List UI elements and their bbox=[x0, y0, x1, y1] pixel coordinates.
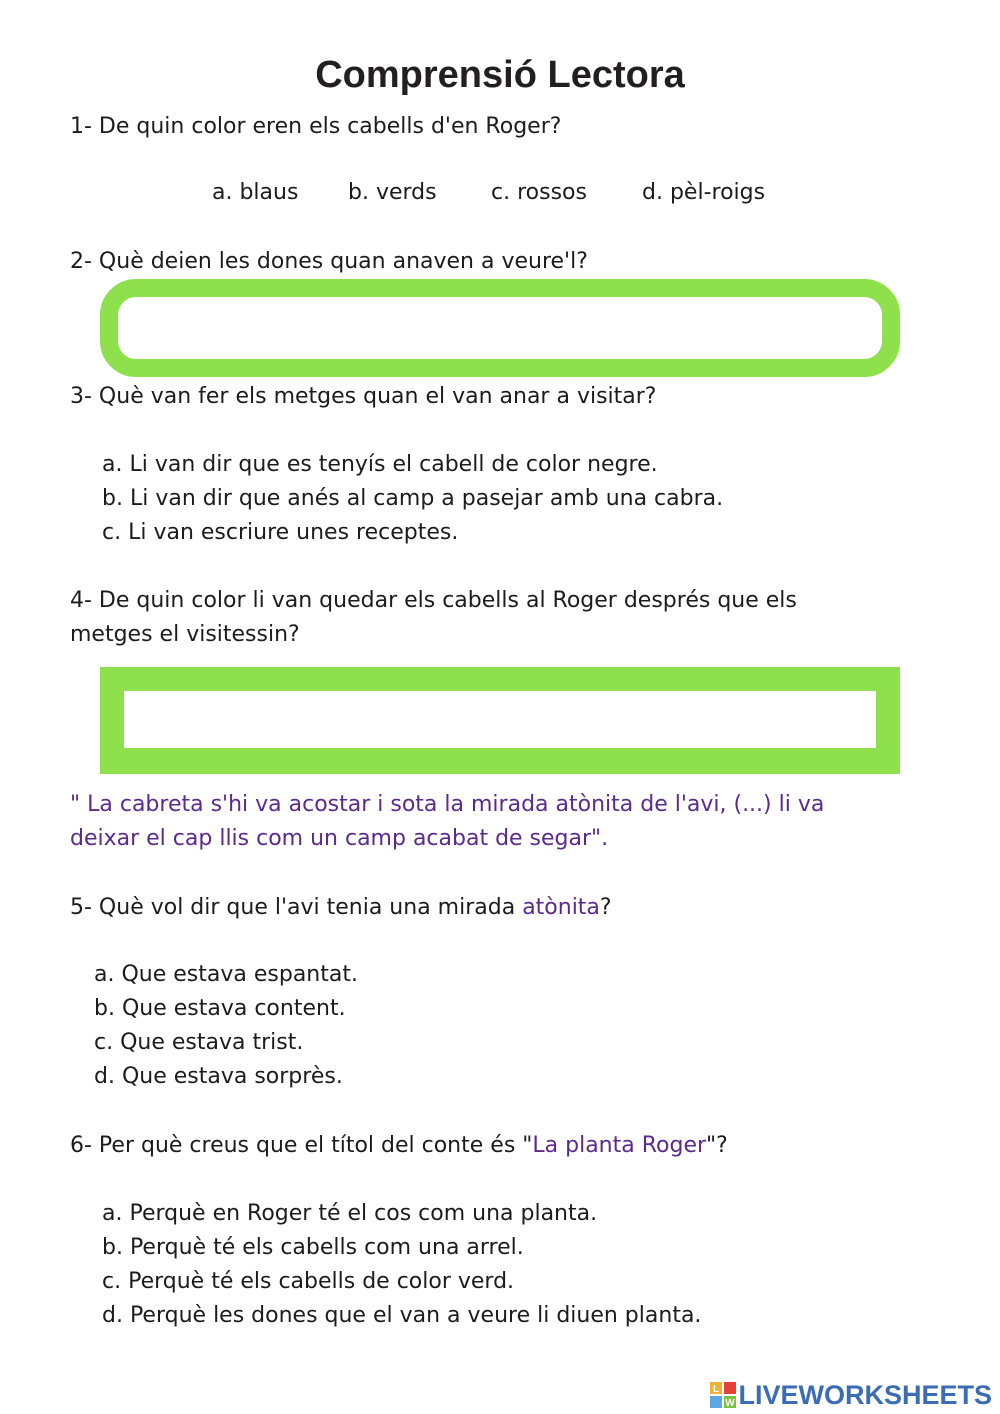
q1-option-d[interactable]: d. pèl-roigs bbox=[642, 180, 766, 205]
question-6-end: "? bbox=[706, 1133, 728, 1158]
question-6-highlight: La planta Roger bbox=[532, 1133, 707, 1158]
question-4-line-1: 4- De quin color li van quedar els cabells al Roger després que els bbox=[70, 588, 797, 613]
page-title: Comprensió Lectora bbox=[315, 54, 685, 96]
question-5 bbox=[70, 891, 612, 925]
q5-option-b[interactable]: b. Que estava content. bbox=[94, 996, 346, 1021]
quote-line-1: " La cabreta s'hi va acostar i sota la mirada atònita de l'avi, (...) li va bbox=[70, 792, 825, 817]
q3-option-c[interactable]: c. Li van escriure unes receptes. bbox=[102, 520, 459, 545]
q2-answer-box bbox=[100, 279, 900, 377]
q1-option-b[interactable]: b. verds bbox=[348, 180, 437, 205]
q5-option-a[interactable]: a. Que estava espantat. bbox=[94, 962, 358, 987]
q3-option-b[interactable]: b. Li van dir que anés al camp a pasejar amb una cabra. bbox=[102, 486, 724, 511]
question-3: 3- Què van fer els metges quan el van anar a visitar? bbox=[70, 384, 657, 409]
question-1: 1- De quin color eren els cabells d'en Roger? bbox=[70, 114, 562, 139]
logo-mark-letter-1: L bbox=[713, 1384, 720, 1395]
q4-answer-box bbox=[100, 667, 900, 774]
q2-answer-input[interactable] bbox=[118, 297, 882, 359]
q5-option-c[interactable]: c. Que estava trist. bbox=[94, 1030, 304, 1055]
logo-mark-letter-2: W bbox=[725, 1398, 736, 1408]
q6-option-b[interactable]: b. Perquè té els cabells com una arrel. bbox=[102, 1235, 524, 1260]
liveworksheets-logo bbox=[710, 1378, 992, 1412]
q1-option-a[interactable]: a. blaus bbox=[212, 180, 299, 205]
q6-option-c[interactable]: c. Perquè té els cabells de color verd. bbox=[102, 1269, 515, 1294]
quote-line-2: deixar el cap llis com un camp acabat de segar". bbox=[70, 826, 609, 851]
q1-option-c[interactable]: c. rossos bbox=[491, 180, 587, 205]
q6-option-a[interactable]: a. Perquè en Roger té el cos com una planta. bbox=[102, 1201, 598, 1226]
question-4-line-2: metges el visitessin? bbox=[70, 622, 300, 647]
question-5-end: ? bbox=[599, 895, 612, 920]
q6-option-d[interactable]: d. Perquè les dones que el van a veure li diuen planta. bbox=[102, 1303, 702, 1328]
question-6-text: 6- Per què creus que el títol del conte és " bbox=[70, 1133, 533, 1158]
question-6 bbox=[70, 1129, 728, 1163]
q3-option-a[interactable]: a. Li van dir que es tenyís el cabell de color negre. bbox=[102, 452, 658, 477]
liveworksheets-logo-text: LIVEWORKSHEETS bbox=[738, 1379, 992, 1410]
question-2: 2- Què deien les dones quan anaven a veure'l? bbox=[70, 249, 588, 274]
liveworksheets-logo-icon bbox=[710, 1382, 736, 1408]
q5-option-d[interactable]: d. Que estava sorprès. bbox=[94, 1064, 343, 1089]
question-5-highlight: atònita bbox=[522, 895, 600, 920]
q4-answer-input[interactable] bbox=[124, 691, 876, 748]
question-5-text: 5- Què vol dir que l'avi tenia una mirada bbox=[70, 895, 523, 920]
